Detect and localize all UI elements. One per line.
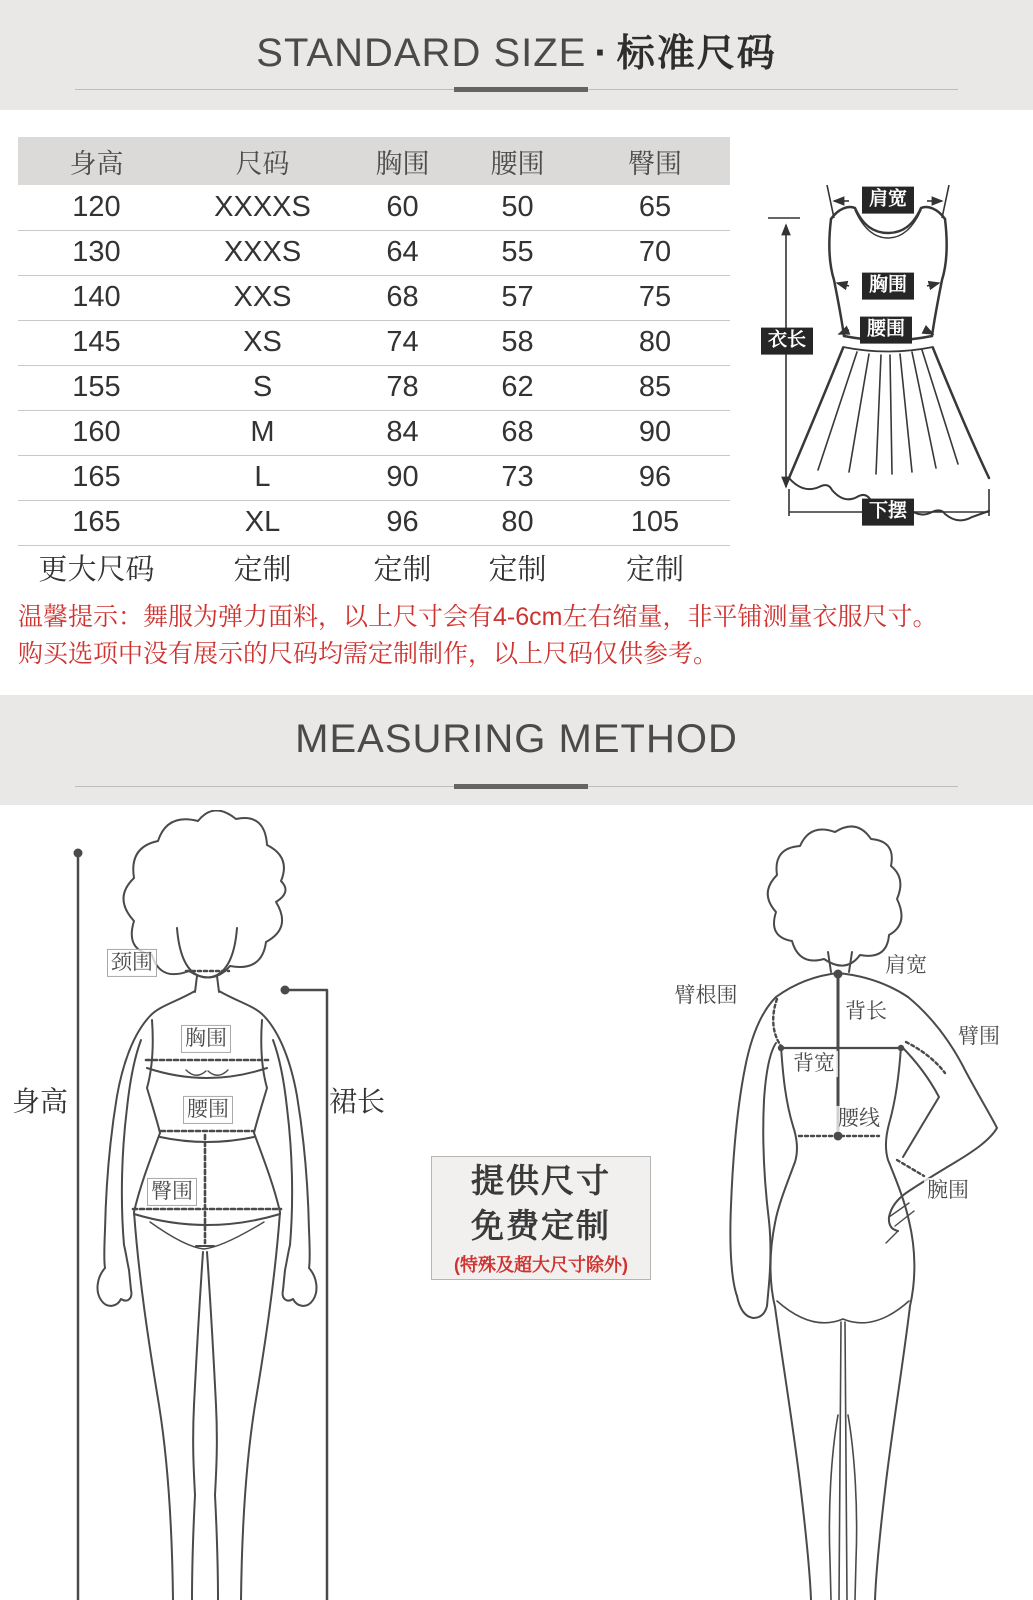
table-cell: 64 bbox=[386, 236, 419, 268]
table-cell: 73 bbox=[501, 461, 534, 493]
front-neck-label: 颈围 bbox=[107, 949, 157, 977]
table-cell: 140 bbox=[72, 281, 121, 313]
table-cell: 定制 bbox=[488, 554, 547, 587]
measuring-method-title: MEASURING METHOD bbox=[295, 717, 738, 761]
table-cell: 更大尺码 bbox=[38, 554, 155, 587]
table-cell: S bbox=[252, 371, 273, 403]
table-cell: 96 bbox=[386, 506, 419, 538]
table-cell: 90 bbox=[386, 461, 419, 493]
size-table bbox=[18, 137, 730, 590]
table-cell: 62 bbox=[501, 371, 534, 403]
table-cell: 165 bbox=[72, 506, 121, 538]
table-header-cell: 身高 bbox=[69, 148, 124, 179]
table-cell: XXXXS bbox=[214, 190, 311, 223]
table-header-cell: 腰围 bbox=[490, 148, 545, 179]
table-cell: 80 bbox=[501, 506, 534, 538]
table-cell: M bbox=[250, 416, 275, 448]
table-cell: 165 bbox=[72, 461, 121, 493]
title-english: STANDARD SIZE bbox=[256, 31, 587, 75]
back-width-label: 背宽 bbox=[790, 1051, 838, 1077]
table-cell: 55 bbox=[501, 236, 534, 268]
notice-line-2: 购买选项中没有展示的尺码均需定制制作，以上尺码仅供参考。 bbox=[18, 640, 719, 668]
table-cell: 定制 bbox=[233, 554, 292, 587]
table-header-cell: 胸围 bbox=[375, 148, 430, 179]
standard-size-band bbox=[0, 0, 1033, 110]
table-row bbox=[18, 410, 730, 455]
table-cell: 120 bbox=[72, 190, 121, 223]
dress-hem-label: 下摆 bbox=[862, 499, 914, 526]
title-chinese: 标准尺码 bbox=[616, 33, 777, 75]
divider-line bbox=[75, 784, 958, 789]
table-cell: 65 bbox=[638, 190, 672, 223]
table-cell: XL bbox=[244, 506, 281, 538]
notice-line-1: 温馨提示：舞服为弹力面料，以上尺寸会有4-6cm左右缩量，非平铺测量衣服尺寸。 bbox=[18, 603, 938, 631]
dress-bust-label: 胸围 bbox=[862, 273, 914, 300]
table-cell: 90 bbox=[638, 416, 672, 448]
back-figure-drawing bbox=[640, 810, 1033, 1600]
table-cell: 85 bbox=[638, 371, 672, 403]
table-row bbox=[18, 545, 730, 590]
table-cell: 105 bbox=[630, 506, 680, 538]
custom-box-line-2: 免费定制 bbox=[471, 1207, 611, 1244]
size-notice bbox=[18, 599, 1018, 673]
table-row bbox=[18, 230, 730, 275]
table-cell: 定制 bbox=[373, 554, 432, 587]
divider-line bbox=[75, 87, 958, 92]
back-arm-label: 臂围 bbox=[955, 1024, 1003, 1050]
table-row bbox=[18, 275, 730, 320]
table-cell: XS bbox=[243, 326, 282, 358]
table-cell: 78 bbox=[386, 371, 419, 403]
table-header-cell: 臀围 bbox=[628, 148, 682, 179]
table-cell: 80 bbox=[638, 326, 672, 358]
back-length-label: 背长 bbox=[842, 999, 890, 1025]
table-cell: 96 bbox=[638, 461, 672, 493]
table-cell: 50 bbox=[501, 190, 534, 223]
table-row bbox=[18, 185, 730, 230]
table-header-cell: 尺码 bbox=[235, 148, 290, 179]
table-cell: L bbox=[254, 461, 271, 493]
standard-size-title bbox=[0, 22, 1033, 77]
size-table-head bbox=[18, 137, 730, 185]
table-cell: 定制 bbox=[625, 554, 684, 587]
title-separator: · bbox=[594, 31, 609, 75]
front-height-label: 身高 bbox=[11, 1085, 69, 1117]
table-row bbox=[18, 320, 730, 365]
custom-service-box bbox=[431, 1156, 651, 1280]
table-cell: 84 bbox=[386, 416, 419, 448]
back-armhole-label: 臂根围 bbox=[672, 983, 741, 1009]
table-cell: 68 bbox=[501, 416, 534, 448]
front-figure-drawing bbox=[0, 810, 430, 1600]
table-row bbox=[18, 455, 730, 500]
table-cell: 58 bbox=[501, 326, 534, 358]
back-wrist-label: 腕围 bbox=[924, 1178, 972, 1204]
dress-shoulder-label: 肩宽 bbox=[862, 187, 914, 214]
table-cell: 70 bbox=[638, 236, 672, 268]
table-cell: 68 bbox=[386, 281, 419, 313]
front-bust-label: 胸围 bbox=[181, 1025, 231, 1053]
back-waistline-label: 腰线 bbox=[835, 1106, 883, 1132]
table-cell: 160 bbox=[72, 416, 121, 448]
dress-length-label: 衣长 bbox=[761, 328, 813, 355]
table-row bbox=[18, 500, 730, 545]
table-cell: 130 bbox=[72, 236, 121, 268]
header-row bbox=[18, 137, 730, 185]
table-cell: 60 bbox=[386, 190, 419, 223]
front-hip-label: 臀围 bbox=[147, 1178, 197, 1206]
custom-box-line-1: 提供尺寸 bbox=[471, 1162, 611, 1200]
table-cell: 74 bbox=[386, 326, 419, 358]
table-cell: 57 bbox=[501, 281, 534, 313]
table-row bbox=[18, 365, 730, 410]
front-skirt-length-label: 裙长 bbox=[328, 1085, 386, 1117]
custom-box-note: (特殊及超大尺寸除外) bbox=[454, 1254, 628, 1275]
table-cell: 145 bbox=[72, 326, 121, 358]
table-cell: 155 bbox=[72, 371, 121, 403]
front-waist-label: 腰围 bbox=[183, 1096, 233, 1124]
table-cell: XXXS bbox=[223, 236, 302, 268]
table-cell: XXS bbox=[233, 281, 292, 313]
table-cell: 75 bbox=[638, 281, 672, 313]
dress-waist-label: 腰围 bbox=[860, 317, 912, 344]
size-table-body bbox=[18, 185, 730, 590]
back-shoulder-label: 肩宽 bbox=[882, 953, 930, 979]
